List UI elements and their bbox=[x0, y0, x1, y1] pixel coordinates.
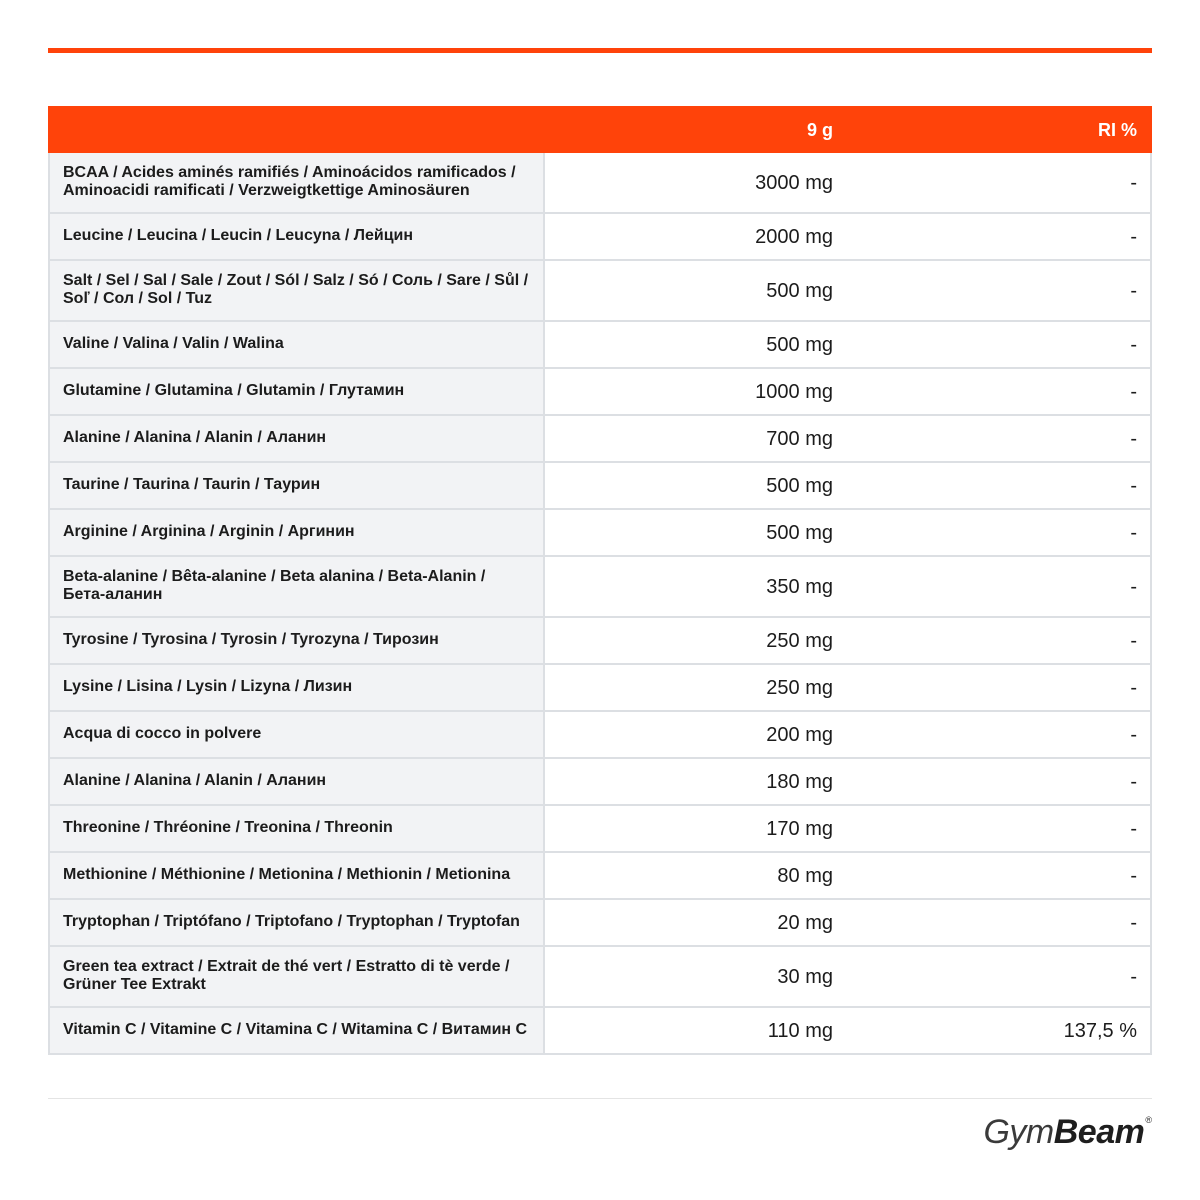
ingredient-name: Arginine / Arginina / Arginin / Аргинин bbox=[63, 523, 355, 540]
ingredient-name: BCAA / Acides aminés ramifiés / Aminoácidos ramificados / Aminoacidi ramificati / Verzweigtkettige Aminosäuren bbox=[63, 164, 516, 199]
ri-value: - bbox=[1130, 171, 1137, 194]
ingredient-name: Methionine / Méthionine / Metionina / Methionin / Metionina bbox=[63, 866, 511, 883]
ingredient-name: Vitamin C / Vitamine C / Vitamina C / Witamina C / Витамин С bbox=[63, 1021, 528, 1038]
registered-mark: ® bbox=[1145, 1115, 1152, 1125]
ri-value-cell bbox=[847, 463, 1152, 508]
header-ingredient-cell bbox=[48, 106, 545, 153]
amount-value: 2000 mg bbox=[755, 225, 833, 248]
amount-value-cell bbox=[545, 900, 847, 945]
ingredient-name-cell bbox=[48, 557, 545, 616]
ri-value: - bbox=[1130, 225, 1137, 248]
ingredient-name-cell bbox=[48, 322, 545, 367]
amount-value-cell bbox=[545, 853, 847, 898]
table-row bbox=[48, 510, 1152, 557]
ingredient-name-cell bbox=[48, 214, 545, 259]
table-row bbox=[48, 369, 1152, 416]
amount-value: 250 mg bbox=[766, 629, 833, 652]
table-row bbox=[48, 618, 1152, 665]
ingredient-name-cell bbox=[48, 416, 545, 461]
ri-value-cell bbox=[847, 712, 1152, 757]
ri-value-cell bbox=[847, 759, 1152, 804]
table-body bbox=[48, 153, 1152, 1055]
ri-value-cell bbox=[847, 665, 1152, 710]
amount-value: 20 mg bbox=[777, 911, 833, 934]
ri-value-cell bbox=[847, 557, 1152, 616]
table-row bbox=[48, 947, 1152, 1008]
ingredient-name-cell bbox=[48, 900, 545, 945]
header-ri-cell bbox=[847, 106, 1152, 153]
amount-value-cell bbox=[545, 214, 847, 259]
ri-value-cell bbox=[847, 369, 1152, 414]
table-row bbox=[48, 759, 1152, 806]
ri-value: - bbox=[1130, 333, 1137, 356]
ingredient-name-cell bbox=[48, 1008, 545, 1053]
ri-value: - bbox=[1130, 723, 1137, 746]
amount-value: 350 mg bbox=[766, 575, 833, 598]
logo-gym-text: Gym bbox=[983, 1113, 1054, 1151]
table-row bbox=[48, 900, 1152, 947]
amount-value-cell bbox=[545, 1008, 847, 1053]
amount-value-cell bbox=[545, 712, 847, 757]
ri-value-cell bbox=[847, 1008, 1152, 1053]
table-row bbox=[48, 322, 1152, 369]
table-row bbox=[48, 712, 1152, 759]
ingredient-name-cell bbox=[48, 712, 545, 757]
ri-value: - bbox=[1130, 911, 1137, 934]
ingredient-name: Tryptophan / Triptófano / Triptofano / Tryptophan / Tryptofan bbox=[63, 913, 520, 930]
table-row bbox=[48, 557, 1152, 618]
ri-value-cell bbox=[847, 900, 1152, 945]
ri-value-cell bbox=[847, 416, 1152, 461]
amount-value-cell bbox=[545, 322, 847, 367]
ri-value: - bbox=[1130, 770, 1137, 793]
table-row bbox=[48, 665, 1152, 712]
ri-value-cell bbox=[847, 510, 1152, 555]
ingredient-name: Lysine / Lisina / Lysin / Lizyna / Лизин bbox=[63, 678, 353, 695]
header-amount-cell bbox=[545, 106, 847, 153]
amount-value-cell bbox=[545, 806, 847, 851]
ri-value-cell bbox=[847, 806, 1152, 851]
ingredient-name: Threonine / Thréonine / Treonina / Threonin bbox=[63, 819, 393, 836]
ri-value-cell bbox=[847, 947, 1152, 1006]
ingredient-name-cell bbox=[48, 665, 545, 710]
logo-beam-text: Beam bbox=[1053, 1113, 1145, 1151]
gymbeam-logo bbox=[983, 1115, 1152, 1149]
footer-divider bbox=[48, 1098, 1152, 1099]
ri-value-cell bbox=[847, 153, 1152, 212]
amount-value-cell bbox=[545, 759, 847, 804]
ingredient-name-cell bbox=[48, 853, 545, 898]
header-amount-label: 9 g bbox=[806, 119, 833, 140]
header-ri-label: RI % bbox=[1097, 119, 1137, 140]
amount-value-cell bbox=[545, 510, 847, 555]
amount-value: 80 mg bbox=[777, 864, 833, 887]
amount-value: 110 mg bbox=[767, 1019, 833, 1042]
table-row bbox=[48, 214, 1152, 261]
table-row bbox=[48, 463, 1152, 510]
ri-value-cell bbox=[847, 618, 1152, 663]
ri-value: - bbox=[1130, 575, 1137, 598]
ingredient-name-cell bbox=[48, 806, 545, 851]
amount-value-cell bbox=[545, 153, 847, 212]
amount-value: 30 mg bbox=[777, 965, 833, 988]
table-row bbox=[48, 261, 1152, 322]
ingredient-name: Leucine / Leucina / Leucin / Leucyna / Лейцин bbox=[63, 227, 414, 244]
ingredient-name: Beta-alanine / Bêta-alanine / Beta alanina / Beta-Alanin / Бета-аланин bbox=[63, 568, 486, 603]
ingredient-name-cell bbox=[48, 153, 545, 212]
amount-value-cell bbox=[545, 261, 847, 320]
amount-value: 500 mg bbox=[766, 474, 833, 497]
amount-value: 500 mg bbox=[766, 279, 833, 302]
table-row bbox=[48, 1008, 1152, 1055]
amount-value-cell bbox=[545, 369, 847, 414]
ri-value: 137,5 % bbox=[1063, 1019, 1137, 1042]
table-row bbox=[48, 153, 1152, 214]
ri-value: - bbox=[1130, 427, 1137, 450]
ri-value: - bbox=[1130, 864, 1137, 887]
amount-value: 500 mg bbox=[766, 333, 833, 356]
amount-value: 3000 mg bbox=[755, 171, 833, 194]
table-row bbox=[48, 853, 1152, 900]
ri-value: - bbox=[1130, 817, 1137, 840]
table-header-row bbox=[48, 106, 1152, 153]
ingredient-name: Acqua di cocco in polvere bbox=[63, 725, 262, 742]
ingredient-name: Taurine / Taurina / Taurin / Таурин bbox=[63, 476, 321, 493]
ri-value: - bbox=[1130, 279, 1137, 302]
ri-value: - bbox=[1130, 676, 1137, 699]
top-accent-rule bbox=[48, 48, 1152, 53]
ri-value: - bbox=[1130, 474, 1137, 497]
ingredient-name: Glutamine / Glutamina / Glutamin / Глутамин bbox=[63, 382, 405, 399]
table-row bbox=[48, 806, 1152, 853]
ingredient-name-cell bbox=[48, 261, 545, 320]
amount-value: 170 mg bbox=[766, 817, 833, 840]
ingredient-name: Alanine / Alanina / Alanin / Аланин bbox=[63, 772, 327, 789]
amount-value-cell bbox=[545, 947, 847, 1006]
amount-value: 1000 mg bbox=[755, 380, 833, 403]
amount-value-cell bbox=[545, 618, 847, 663]
amount-value: 250 mg bbox=[766, 676, 833, 699]
amount-value: 700 mg bbox=[766, 427, 833, 450]
ingredient-name: Valine / Valina / Valin / Walina bbox=[63, 335, 284, 352]
ingredient-name-cell bbox=[48, 369, 545, 414]
ingredient-name: Tyrosine / Tyrosina / Tyrosin / Tyrozyna / Тирозин bbox=[63, 631, 439, 648]
ingredient-name-cell bbox=[48, 947, 545, 1006]
ri-value: - bbox=[1130, 629, 1137, 652]
amount-value-cell bbox=[545, 557, 847, 616]
amount-value: 200 mg bbox=[766, 723, 833, 746]
ingredient-name: Green tea extract / Extrait de thé vert / Estratto di tè verde / Grüner Tee Extrakt bbox=[63, 958, 510, 993]
nutrition-table bbox=[48, 106, 1152, 1055]
amount-value-cell bbox=[545, 463, 847, 508]
table-row bbox=[48, 416, 1152, 463]
ri-value-cell bbox=[847, 261, 1152, 320]
amount-value: 180 mg bbox=[766, 770, 833, 793]
amount-value: 500 mg bbox=[766, 521, 833, 544]
ri-value-cell bbox=[847, 322, 1152, 367]
ingredient-name: Salt / Sel / Sal / Sale / Zout / Sól / Salz / Só / Соль / Sare / Sůl / Soľ / Сол / Sol / Tuz bbox=[63, 272, 529, 307]
ri-value: - bbox=[1130, 965, 1137, 988]
amount-value-cell bbox=[545, 416, 847, 461]
ingredient-name-cell bbox=[48, 463, 545, 508]
ingredient-name-cell bbox=[48, 618, 545, 663]
ri-value-cell bbox=[847, 853, 1152, 898]
ri-value: - bbox=[1130, 380, 1137, 403]
ri-value-cell bbox=[847, 214, 1152, 259]
ri-value: - bbox=[1130, 521, 1137, 544]
ingredient-name: Alanine / Alanina / Alanin / Аланин bbox=[63, 429, 327, 446]
ingredient-name-cell bbox=[48, 510, 545, 555]
amount-value-cell bbox=[545, 665, 847, 710]
ingredient-name-cell bbox=[48, 759, 545, 804]
